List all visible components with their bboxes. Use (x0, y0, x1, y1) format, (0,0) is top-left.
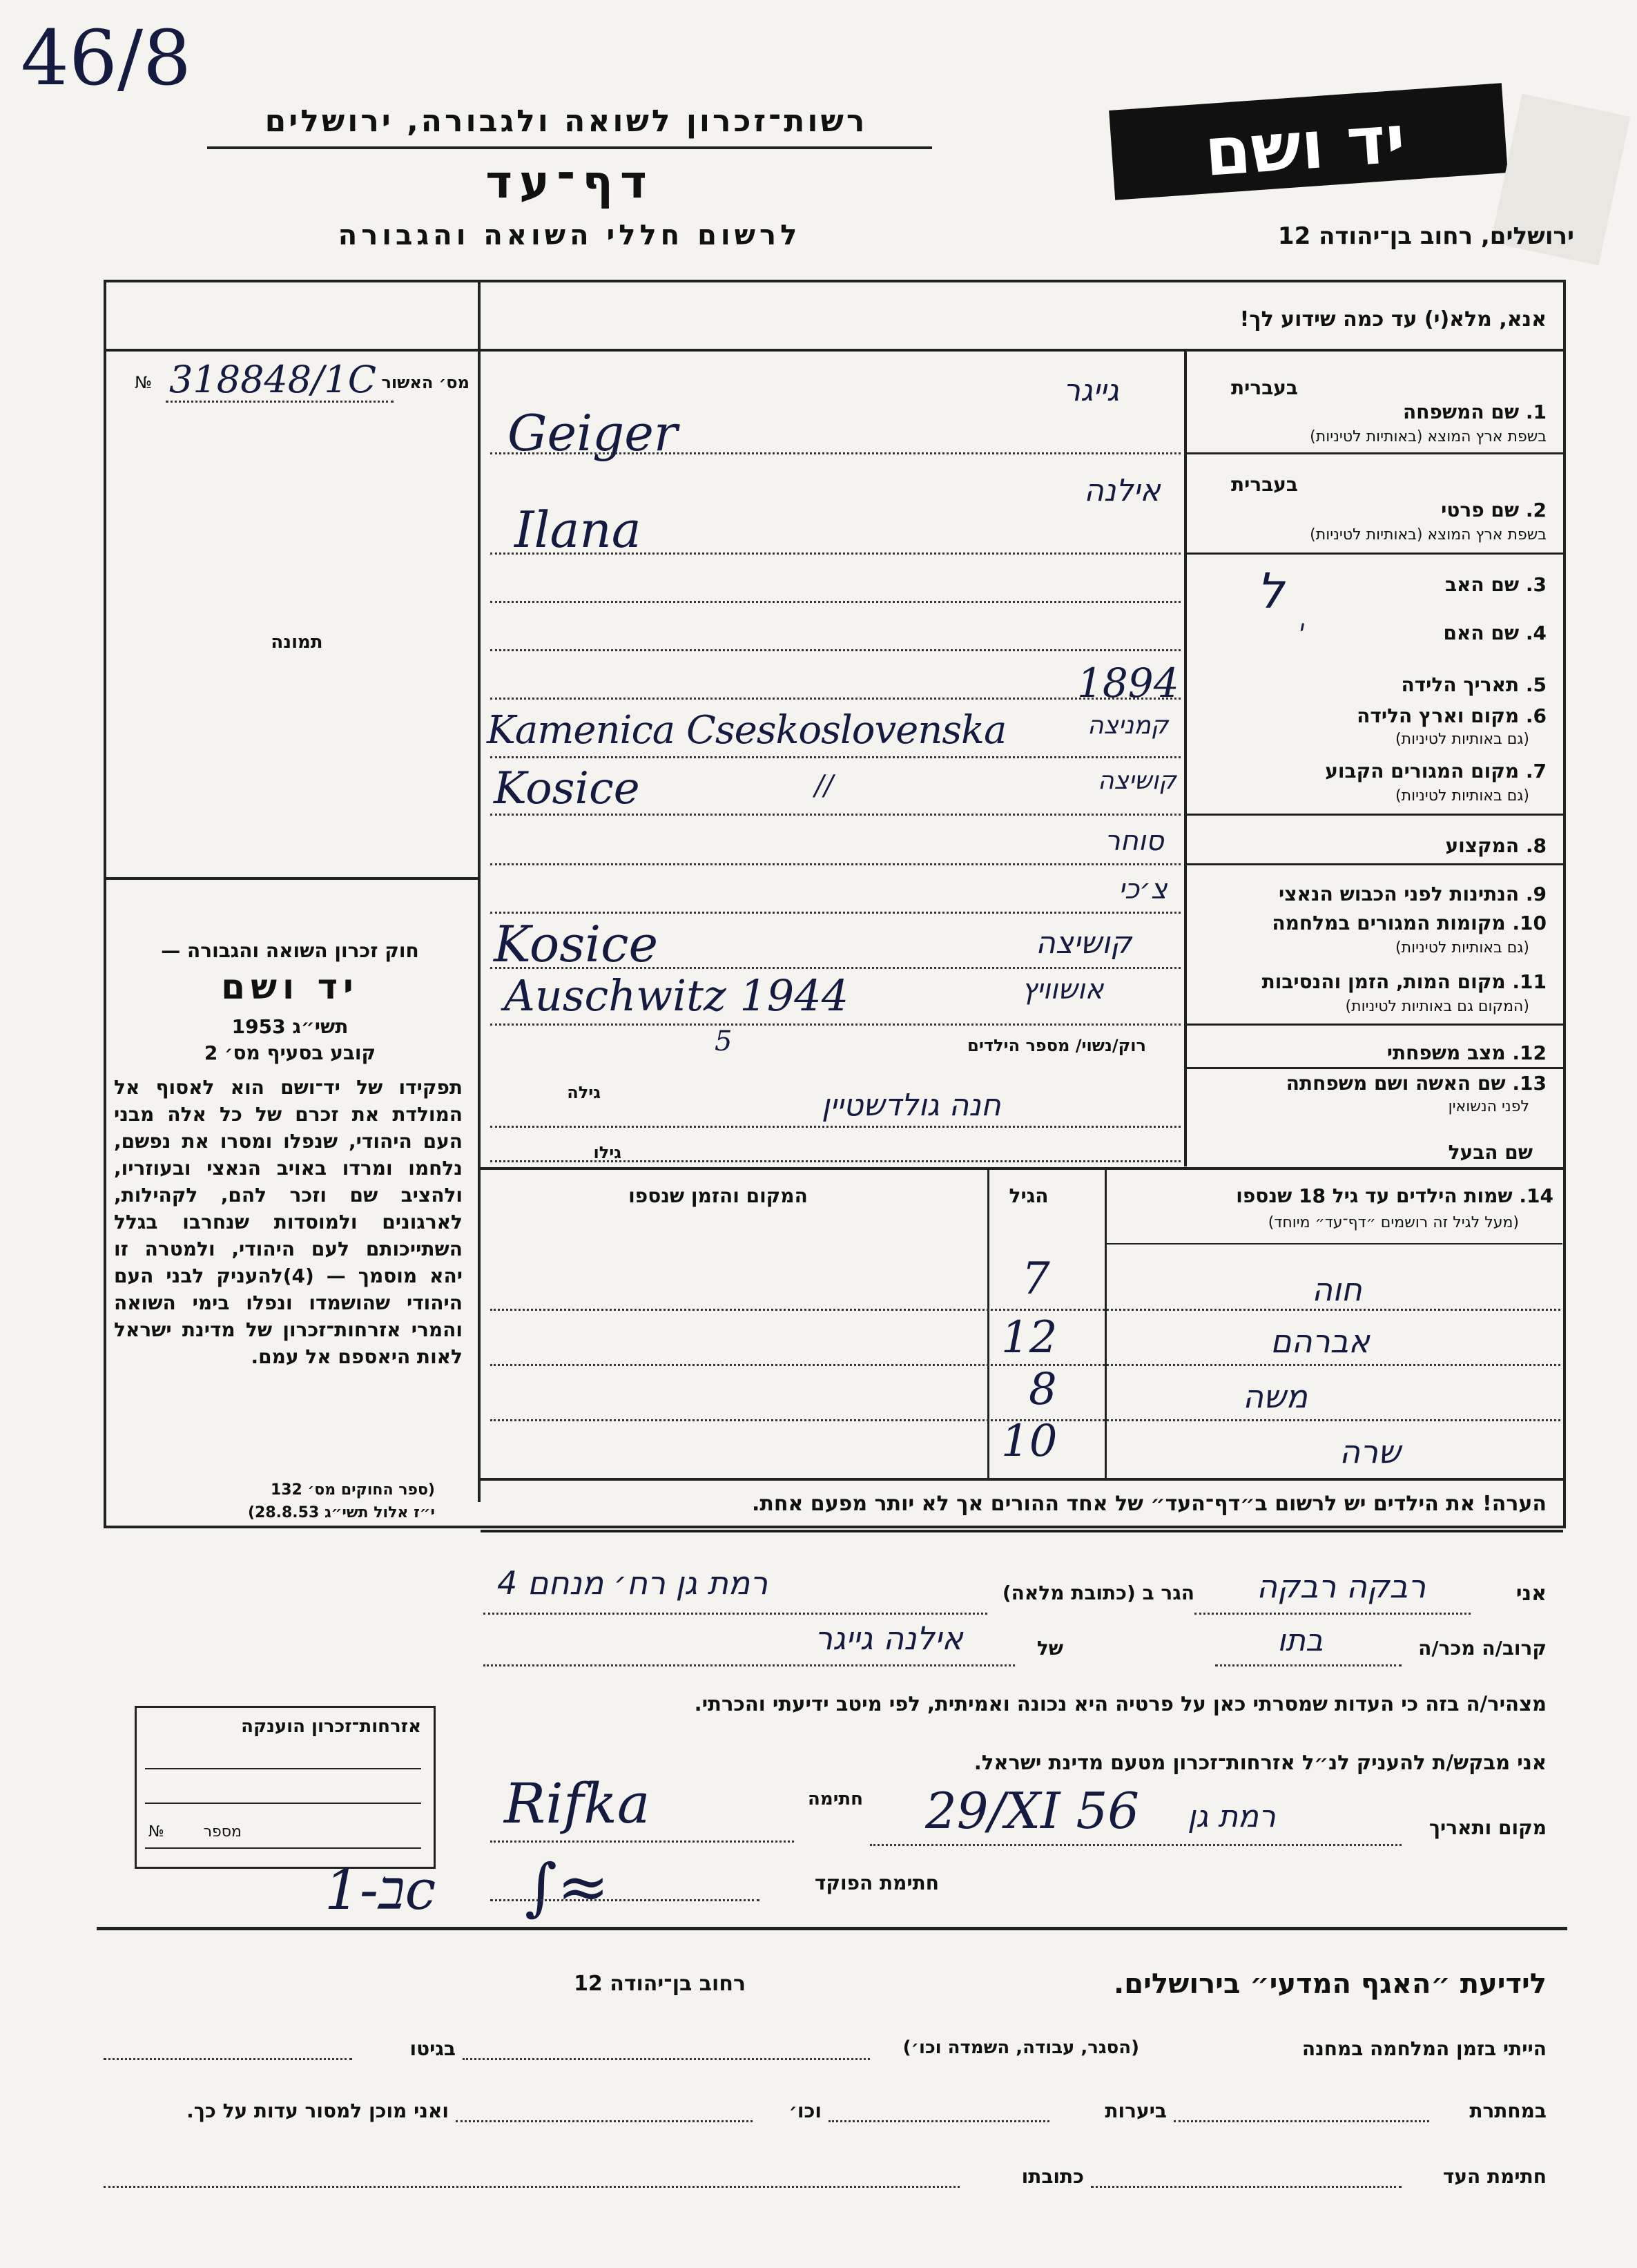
dotline (490, 649, 1181, 651)
field-note-residence: (גם באותיות לטיניות) (1395, 787, 1529, 805)
field-label-marital: 12. מצב משפחתי (1386, 1041, 1547, 1064)
marital-options: רוק/נשוי/ מספר הילדים (967, 1036, 1146, 1055)
signature-label: חתימה (808, 1789, 863, 1809)
dotline (490, 756, 1181, 758)
decl-ani: אני (1515, 1582, 1547, 1606)
value-first-heb: אילנה (1084, 473, 1161, 508)
value-first-latin: Ilana (514, 501, 641, 559)
citizenship-line (145, 1803, 421, 1804)
footer-line2-b: ביערות (1105, 2099, 1167, 2122)
footer-line2-d: ואני מוכן למסור עדות על כך. (186, 2099, 449, 2122)
field-label-father: 3. שם האב (1444, 573, 1547, 596)
child-name: שרה (1339, 1433, 1401, 1470)
value-death-heb: אושוויץ (1022, 974, 1104, 1006)
decl-of-label: של (1036, 1637, 1063, 1660)
row-sep (1187, 814, 1563, 816)
child-age: 7 (1022, 1253, 1050, 1305)
value-birthplace: Kamenica Cseskoslovenska (487, 708, 1007, 753)
dotline (1215, 1664, 1402, 1666)
value-wife: חנה גולדשטיין (822, 1088, 1001, 1123)
approval-label: מס׳ האשור (381, 373, 469, 392)
value-birthdate: 1894 (1077, 660, 1179, 707)
child-name: חוה (1312, 1271, 1362, 1308)
field-label-citizenship: 9. הנתינות לפני הכבוש הנאצי (1279, 883, 1547, 905)
dotline (490, 1160, 1181, 1162)
dotline (456, 2120, 753, 2122)
page-title: דף־עד (485, 155, 654, 209)
footer-line3-a: חתימת העד (1442, 2165, 1547, 2188)
dotline (870, 1844, 1402, 1846)
photo-label: תמונה (271, 632, 323, 653)
value-family-heb: גייגר (1063, 373, 1119, 408)
remark-top (481, 1478, 1563, 1481)
logo-text: יד ושם (1202, 99, 1408, 192)
dotline (483, 1664, 1015, 1666)
victim-name: אילנה גייגר (815, 1620, 963, 1657)
section-divider-14 (481, 1167, 1563, 1170)
dotline (1091, 2186, 1402, 2188)
law-ref-1: (ספר החוקים מס׳ 132 (270, 1481, 435, 1499)
value-children-count: 5 (715, 1026, 733, 1057)
value-profession: סוחר (1105, 825, 1164, 857)
heb-tag-1: בעברית (1230, 376, 1298, 399)
child-age: 12 (1001, 1312, 1058, 1363)
field-label-mother: 4. שם האם (1443, 622, 1547, 644)
law-year: תשי״ג 1953 (231, 1015, 349, 1038)
law-name: יד ושם (221, 967, 359, 1007)
dotline (490, 698, 1181, 700)
officer-label: חתימת הפוקד (814, 1872, 939, 1894)
value-residence-ditto: // (815, 770, 833, 802)
approval-row-bottom (104, 349, 478, 352)
footer-line1-c: בגיטו (409, 2037, 456, 2060)
citizenship-line (145, 1768, 421, 1769)
child-name: אברהם (1270, 1323, 1370, 1360)
wife-age-tag: גילה (567, 1083, 601, 1102)
top-divider (481, 349, 1563, 352)
field-label-wife: 13. שם האשה ושם משפחתה (1286, 1072, 1547, 1095)
field-note-wife: לפני הנשואין (1448, 1098, 1529, 1115)
approval-dotline (166, 401, 394, 403)
child-age: 8 (1029, 1364, 1057, 1415)
officer-signature: ∫≈ (525, 1851, 610, 1923)
footer-line3-b: כתובתו (1021, 2165, 1084, 2188)
labels-divider (1184, 352, 1187, 1166)
decl-date: 29/XI 56 (925, 1782, 1140, 1840)
dotline (490, 601, 1181, 603)
dotline (490, 1364, 1560, 1366)
field-note-birthplace: (גם באותיות לטיניות) (1395, 731, 1529, 748)
photo-bottom (104, 877, 478, 880)
law-ref-2: י״ז אלול תשי״ג 28.8.53) (247, 1504, 435, 1521)
value-war-residence-heb: קושיצה (1036, 925, 1132, 961)
page-subtitle: לרשום חללי השואה והגבורה (338, 220, 802, 251)
footer-title: לידיעת ״האגף המדעי״ בירושלים. (1114, 1968, 1547, 2000)
children-col-age: הגיל (1009, 1184, 1049, 1207)
field-label-residence: 7. מקום המגורים הקבוע (1325, 760, 1547, 782)
witness-relation: בתו (1277, 1623, 1324, 1658)
law-text: תפקידו של יד־ושם הוא לאסוף אל המולדת את זכרם של כל אלה מבני העם היהודי, שנפלו ומסרו את נפשם, נלחמו ומרדו באויב הנאצי ובעוזריו, ולהציב שם וזכר להם, לקהילות, לארגונים ולמוסדות שנחרבו בגלל השתייכותם לעם היהודי, ולמטרה זו יהא מוסמך — (4)להעניק לבני העם היהודי שהושמדו ונפלו בימי השואה והמרי אזרחות־זכרון של מדינת ישראל לאות היאספם אל עמם. (114, 1076, 463, 1368)
child-age: 10 (1001, 1416, 1058, 1467)
field-note-first-name: בשפת ארץ המוצא (באותיות לטיניות) (1310, 526, 1547, 544)
row-sep (1187, 1024, 1563, 1026)
dotline (104, 2186, 960, 2188)
field-note-death: (המקום גם באותיות לטיניות) (1345, 998, 1529, 1015)
dotline (490, 452, 1181, 454)
husband-age-tag: גילו (593, 1143, 621, 1162)
field-note-family-name: בשפת ארץ המוצא (באותיות לטיניות) (1310, 428, 1547, 445)
children-col-place: המקום והזמן שנספו (628, 1184, 808, 1207)
children-header-sep (1107, 1243, 1562, 1244)
dotline (463, 2058, 870, 2060)
citizenship-line (145, 1847, 421, 1849)
dotline (1174, 2120, 1429, 2122)
field-label-first-name: 2. שם פרטי (1441, 499, 1547, 521)
children-col-line-1 (987, 1170, 989, 1478)
field-label-profession: 8. המקצוע (1445, 834, 1547, 857)
decl-relation-label: קרוב/ה מכר/ה (1418, 1637, 1547, 1660)
children-label: 14. שמות הילדים עד גיל 18 שנספו (1236, 1184, 1553, 1207)
value-mother: י (1298, 615, 1304, 642)
citizenship-number-label: מספר (203, 1823, 242, 1841)
footer-line1-a: הייתי בזמן המלחמה במחנה (1301, 2037, 1547, 2060)
children-note: (מעל לגיל זה רושמים ״דף־עד״ מיוחד) (1268, 1214, 1519, 1231)
field-label-husband: שם הבעל (1448, 1141, 1533, 1164)
witness-address: רמת גן רח׳ מנחם 4 (497, 1564, 768, 1602)
footer-line2-a: במחתרת (1469, 2099, 1547, 2122)
footer-line1-b: (הסגר, עבודה, השמדה וכו׳) (902, 2037, 1139, 2058)
footer-line2-c: וכו׳ (788, 2099, 822, 2122)
field-label-family-name: 1. שם המשפחה (1403, 401, 1547, 423)
field-label-birthplace: 6. מקום וארץ הלידה (1357, 704, 1547, 727)
row-sep (1187, 552, 1563, 555)
law-title: חוק זכרון השואה והגבורה — (161, 939, 419, 962)
footer-address: רחוב בן־יהודה 12 (574, 1972, 746, 1996)
value-birthplace-heb: קמניצה (1087, 711, 1169, 740)
citizenship-title: אזרחות־זכרון הוענקה (241, 1716, 421, 1737)
dotline (104, 2058, 352, 2060)
dotline (490, 967, 1181, 969)
left-col-divider (478, 280, 481, 1502)
witness-name: רבקה רבקה (1257, 1568, 1426, 1605)
remark-text: הערה! את הילדים יש לרשום ב״דף־העד״ של אחד ההורים אך לא יותר מפעם אחת. (752, 1492, 1547, 1516)
decl-request: אני מבקש/ת להעניק לנ״ל אזרחות־זכרון מטעם מדינת ישראל. (974, 1751, 1547, 1774)
row-sep (1187, 1067, 1563, 1069)
dotline (490, 1899, 759, 1901)
child-name: משה (1243, 1378, 1308, 1415)
dotline (829, 2120, 1049, 2122)
law-clause: קובע בסעיף מס׳ 2 (204, 1041, 376, 1064)
footer-divider (97, 1927, 1567, 1930)
dotline (490, 552, 1181, 555)
value-residence: Kosice (494, 763, 640, 814)
children-col-line-2 (1105, 1170, 1107, 1478)
approval-no: № (135, 373, 152, 392)
dotline (490, 912, 1181, 914)
decl-lives-at: הגר ב (כתובת מלאה) (1002, 1582, 1194, 1604)
row-sep (1187, 452, 1563, 454)
row-sep (1187, 863, 1563, 865)
field-label-birthdate: 5. תאריך הלידה (1401, 673, 1547, 696)
dotline (490, 814, 1181, 816)
dotline (490, 1309, 1560, 1311)
signature: Rifka (504, 1771, 650, 1836)
citizenship-no: № (148, 1823, 164, 1841)
approval-number: 318848/1C (169, 358, 377, 401)
value-war-residence: Kosice (494, 915, 659, 973)
intro-text: אנא, מלא(י) עד כמה שידוע לך! (1239, 307, 1547, 331)
dotline (1194, 1613, 1471, 1615)
heb-tag-2: בעברית (1230, 473, 1298, 496)
authority-line: רשות־זכרון לשואה ולגבורה, ירושלים (264, 104, 868, 139)
decl-place: רמת גן (1188, 1799, 1276, 1834)
authority-underline (207, 146, 932, 149)
decl-statement: מצהיר/ה בזה כי העדות שמסרתי כאן על פרטיה היא נכונה ואמיתית, לפי מיטב ידיעתי והכרתי. (694, 1692, 1547, 1716)
dotline (490, 1841, 794, 1843)
stamp-mark: ב-1c (325, 1858, 436, 1922)
archive-mark: 46/8 (21, 14, 192, 102)
field-label-war-residence: 10. מקומות המגורים במלחמה (1272, 912, 1547, 934)
dotline (490, 1024, 1181, 1026)
remark-bottom (481, 1530, 1563, 1532)
place-date-label: מקום ותאריך (1428, 1816, 1547, 1839)
value-residence-heb: קושיצה (1098, 767, 1176, 795)
field-label-death: 11. מקום המות, הזמן והנסיבות (1261, 970, 1547, 993)
dotline (490, 1126, 1181, 1128)
value-citizenship: צ׳כי (1118, 874, 1168, 905)
header-address: ירושלים, רחוב בן־יהודה 12 (1277, 222, 1574, 250)
dotline (483, 1613, 987, 1615)
value-death: Auschwitz 1944 (504, 970, 849, 1021)
value-family-latin: Geiger (507, 404, 678, 462)
field-note-war-residence: (גם באותיות לטיניות) (1395, 939, 1529, 957)
dotline (490, 863, 1181, 865)
value-father: ל (1257, 563, 1284, 619)
